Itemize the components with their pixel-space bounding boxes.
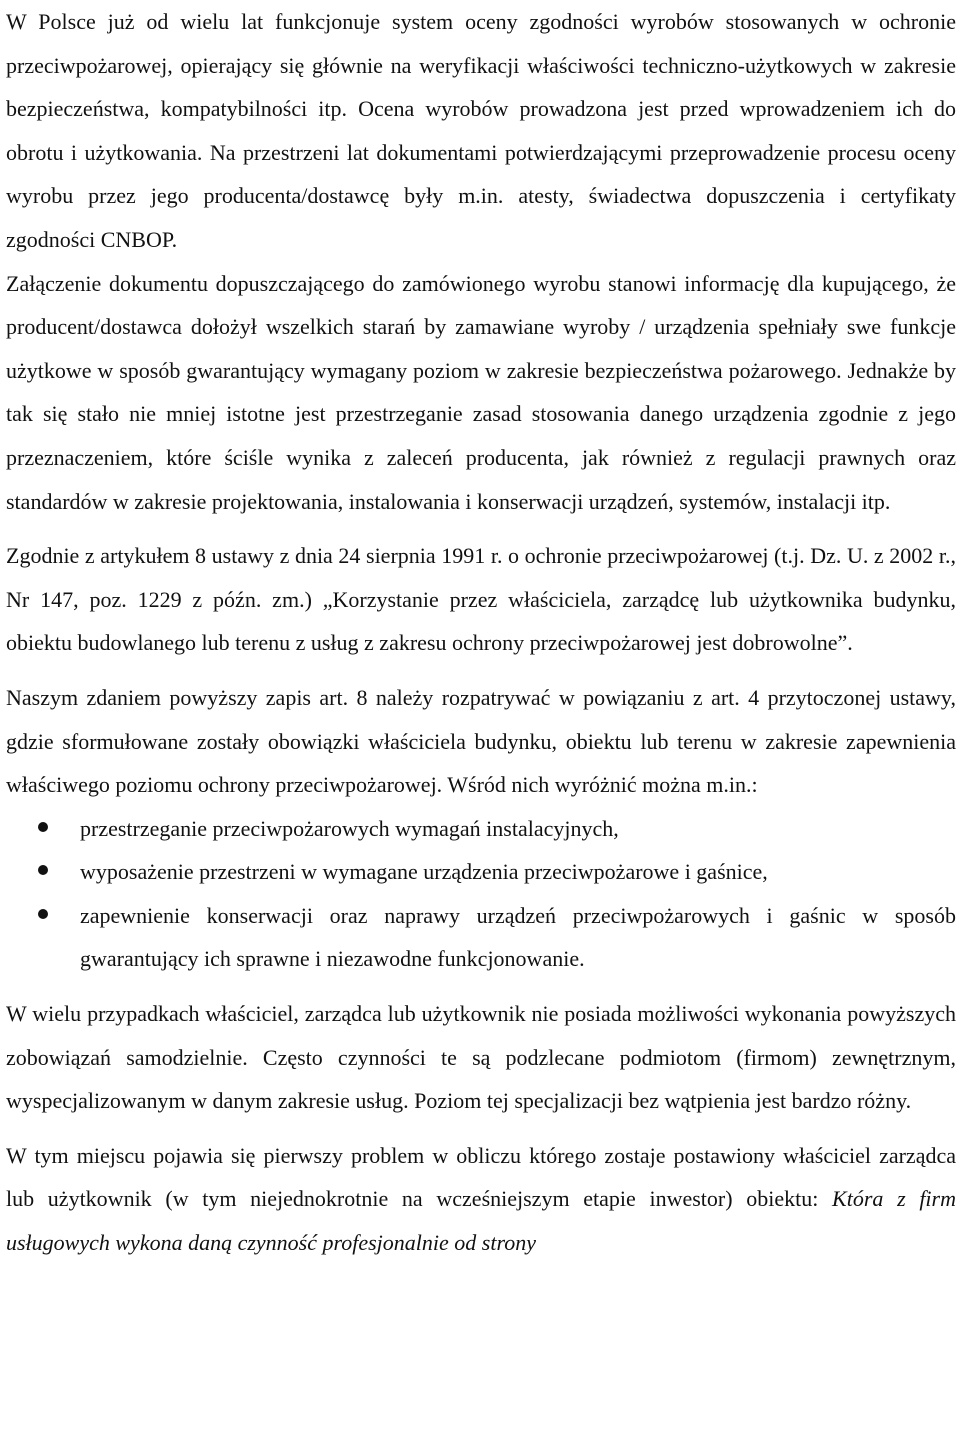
- bullet-icon: [38, 909, 48, 919]
- paragraph-5: W wielu przypadkach właściciel, zarządca lub użytkownik nie posiada możliwości wykonania powyższych zobowiązań samodzielnie. Często czynności te są podzlecane podmiotom (firmom) zewnętrznym, wyspecjalizowanym w danym zakresie usług. Poziom tej specjalizacji bez wątpienia jest bardzo różny.: [6, 1001, 956, 1114]
- paragraph-2: Załączenie dokumentu dopuszczającego do zamówionego wyrobu stanowi informację dla kupującego, że producent/dostawca dołożył wszelkich starań by zamawiane wyroby / urządzenia spełniały swe funkcje użytkowe w sposób gwarantujący wymagany poziom w zakresie bezpieczeństwa pożarowego. Jednakże by tak się stało nie mniej istotne jest przestrzeganie zasad stosowania danego urządzenia zgodnie z jego przeznaczeniem, które ściśle wynika z zaleceń producenta, jak również z regulacji prawnych oraz standardów w zakresie projektowania, instalowania i konserwacji urządzeń, systemów, instalacji itp.: [6, 270, 956, 514]
- list-item: [6, 850, 956, 894]
- document-page: [6, 0, 956, 1265]
- paragraph-4: Naszym zdaniem powyższy zapis art. 8 należy rozpatrywać w powiązaniu z art. 4 przytoczonej ustawy, gdzie sformułowane zostały obowiązki właściciela budynku, obiektu lub terenu w zakresie zapewnienia właściwego poziomu ochrony przeciwpożarowej. Wśród nich wyróżnić można m.in.:: [6, 684, 956, 798]
- paragraph-6-text: W tym miejscu pojawia się pierwszy problem w obliczu którego zostaje postawiony właściciel zarządca lub użytkownik (w tym niejednokrotnie na wcześniejszym etapie inwestor) obiektu:: [6, 1142, 956, 1212]
- bullet-icon: [38, 865, 48, 875]
- paragraph-6-question: Która z firm usługowych wykona daną czynność profesjonalnie od strony: [6, 1186, 956, 1256]
- bullet-icon: [38, 822, 48, 832]
- list-item-text: zapewnienie konserwacji oraz naprawy urządzeń przeciwpożarowych i gaśnic w sposób gwarantujący ich sprawne i niezawodne funkcjonowanie.: [80, 902, 956, 972]
- paragraph-1: W Polsce już od wielu lat funkcjonuje system oceny zgodności wyrobów stosowanych w ochronie przeciwpożarowej, opierający się głównie na weryfikacji właściwości techniczno-użytkowych w zakresie bezpieczeństwa, kompatybilności itp. Ocena wyrobów prowadzona jest przed wprowadzeniem ich do obrotu i użytkowania. Na przestrzeni lat dokumentami potwierdzającymi przeprowadzenie procesu oceny wyrobu przez jego producenta/dostawcę były m.in. atesty, świadectwa dopuszczenia i certyfikaty zgodności CNBOP.: [6, 9, 956, 252]
- list-item-text: wyposażenie przestrzeni w wymagane urządzenia przeciwpożarowe i gaśnice,: [80, 859, 768, 885]
- paragraph-6: [6, 1134, 956, 1265]
- obligations-list: [6, 807, 956, 981]
- list-item: [6, 894, 956, 981]
- list-item: [6, 807, 956, 851]
- paragraph-3: Zgodnie z artykułem 8 ustawy z dnia 24 sierpnia 1991 r. o ochronie przeciwpożarowej (t.j. Dz. U. z 2002 r., Nr 147, poz. 1229 z późn. zm.) „Korzystanie przez właściciela, zarządcę lub użytkownika budynku, obiektu budowlanego lub terenu z usług z zakresu ochrony przeciwpożarowej jest dobrowolne”.: [6, 543, 956, 656]
- list-item-text: przestrzeganie przeciwpożarowych wymagań instalacyjnych,: [80, 815, 619, 841]
